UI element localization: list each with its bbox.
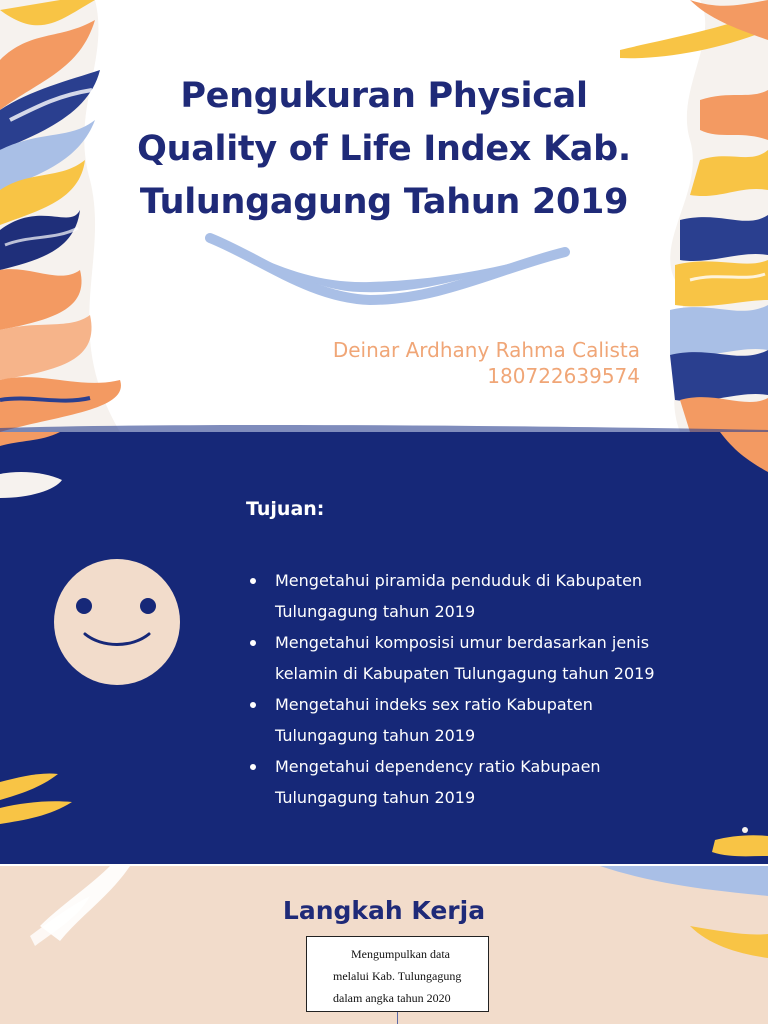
objective-line: Tulungagung tahun 2019: [275, 788, 476, 807]
list-item: [248, 689, 688, 751]
flow-connector-line: [397, 1012, 398, 1024]
objective-line: Mengetahui komposisi umur berdasarkan jenis: [275, 633, 650, 652]
objective-line: Mengetahui piramida penduduk di Kabupaten: [275, 571, 643, 590]
list-item: [248, 565, 688, 627]
list-item: [248, 627, 688, 689]
bullet-icon: [250, 764, 256, 770]
slide-objectives: [0, 432, 768, 864]
smiley-face-icon: [52, 556, 182, 688]
workflow-step-box: [306, 936, 489, 1012]
slide-workflow: [0, 866, 768, 1024]
bullet-icon: [250, 578, 256, 584]
step-line: dalam angka tahun 2020: [333, 991, 451, 1005]
objectives-list: [248, 565, 688, 813]
objective-line: kelamin di Kabupaten Tulungagung tahun 2019: [275, 664, 655, 683]
objective-line: Mengetahui dependency ratio Kabupaen: [275, 757, 601, 776]
bullet-icon: [250, 702, 256, 708]
author-name: Deinar Ardhany Rahma Calista: [332, 338, 640, 362]
workflow-heading: Langkah Kerja: [282, 896, 486, 925]
objective-line: Tulungagung tahun 2019: [275, 726, 476, 745]
objective-line: Mengetahui indeks sex ratio Kabupaten: [275, 695, 593, 714]
objectives-heading: Tujuan:: [246, 498, 325, 520]
presentation-title: Pengukuran Physical Quality of Life Index Kab. Tulungagung Tahun 2019: [137, 76, 631, 222]
author-student-id: 180722639574: [487, 364, 640, 388]
slide-title: [0, 0, 768, 432]
list-item: [248, 751, 688, 813]
objective-line: Tulungagung tahun 2019: [275, 602, 476, 621]
step-line: Mengumpulkan data: [351, 947, 450, 961]
author-block: [333, 337, 640, 389]
step-line: melalui Kab. Tulungagung: [333, 969, 462, 983]
bullet-icon: [250, 640, 256, 646]
